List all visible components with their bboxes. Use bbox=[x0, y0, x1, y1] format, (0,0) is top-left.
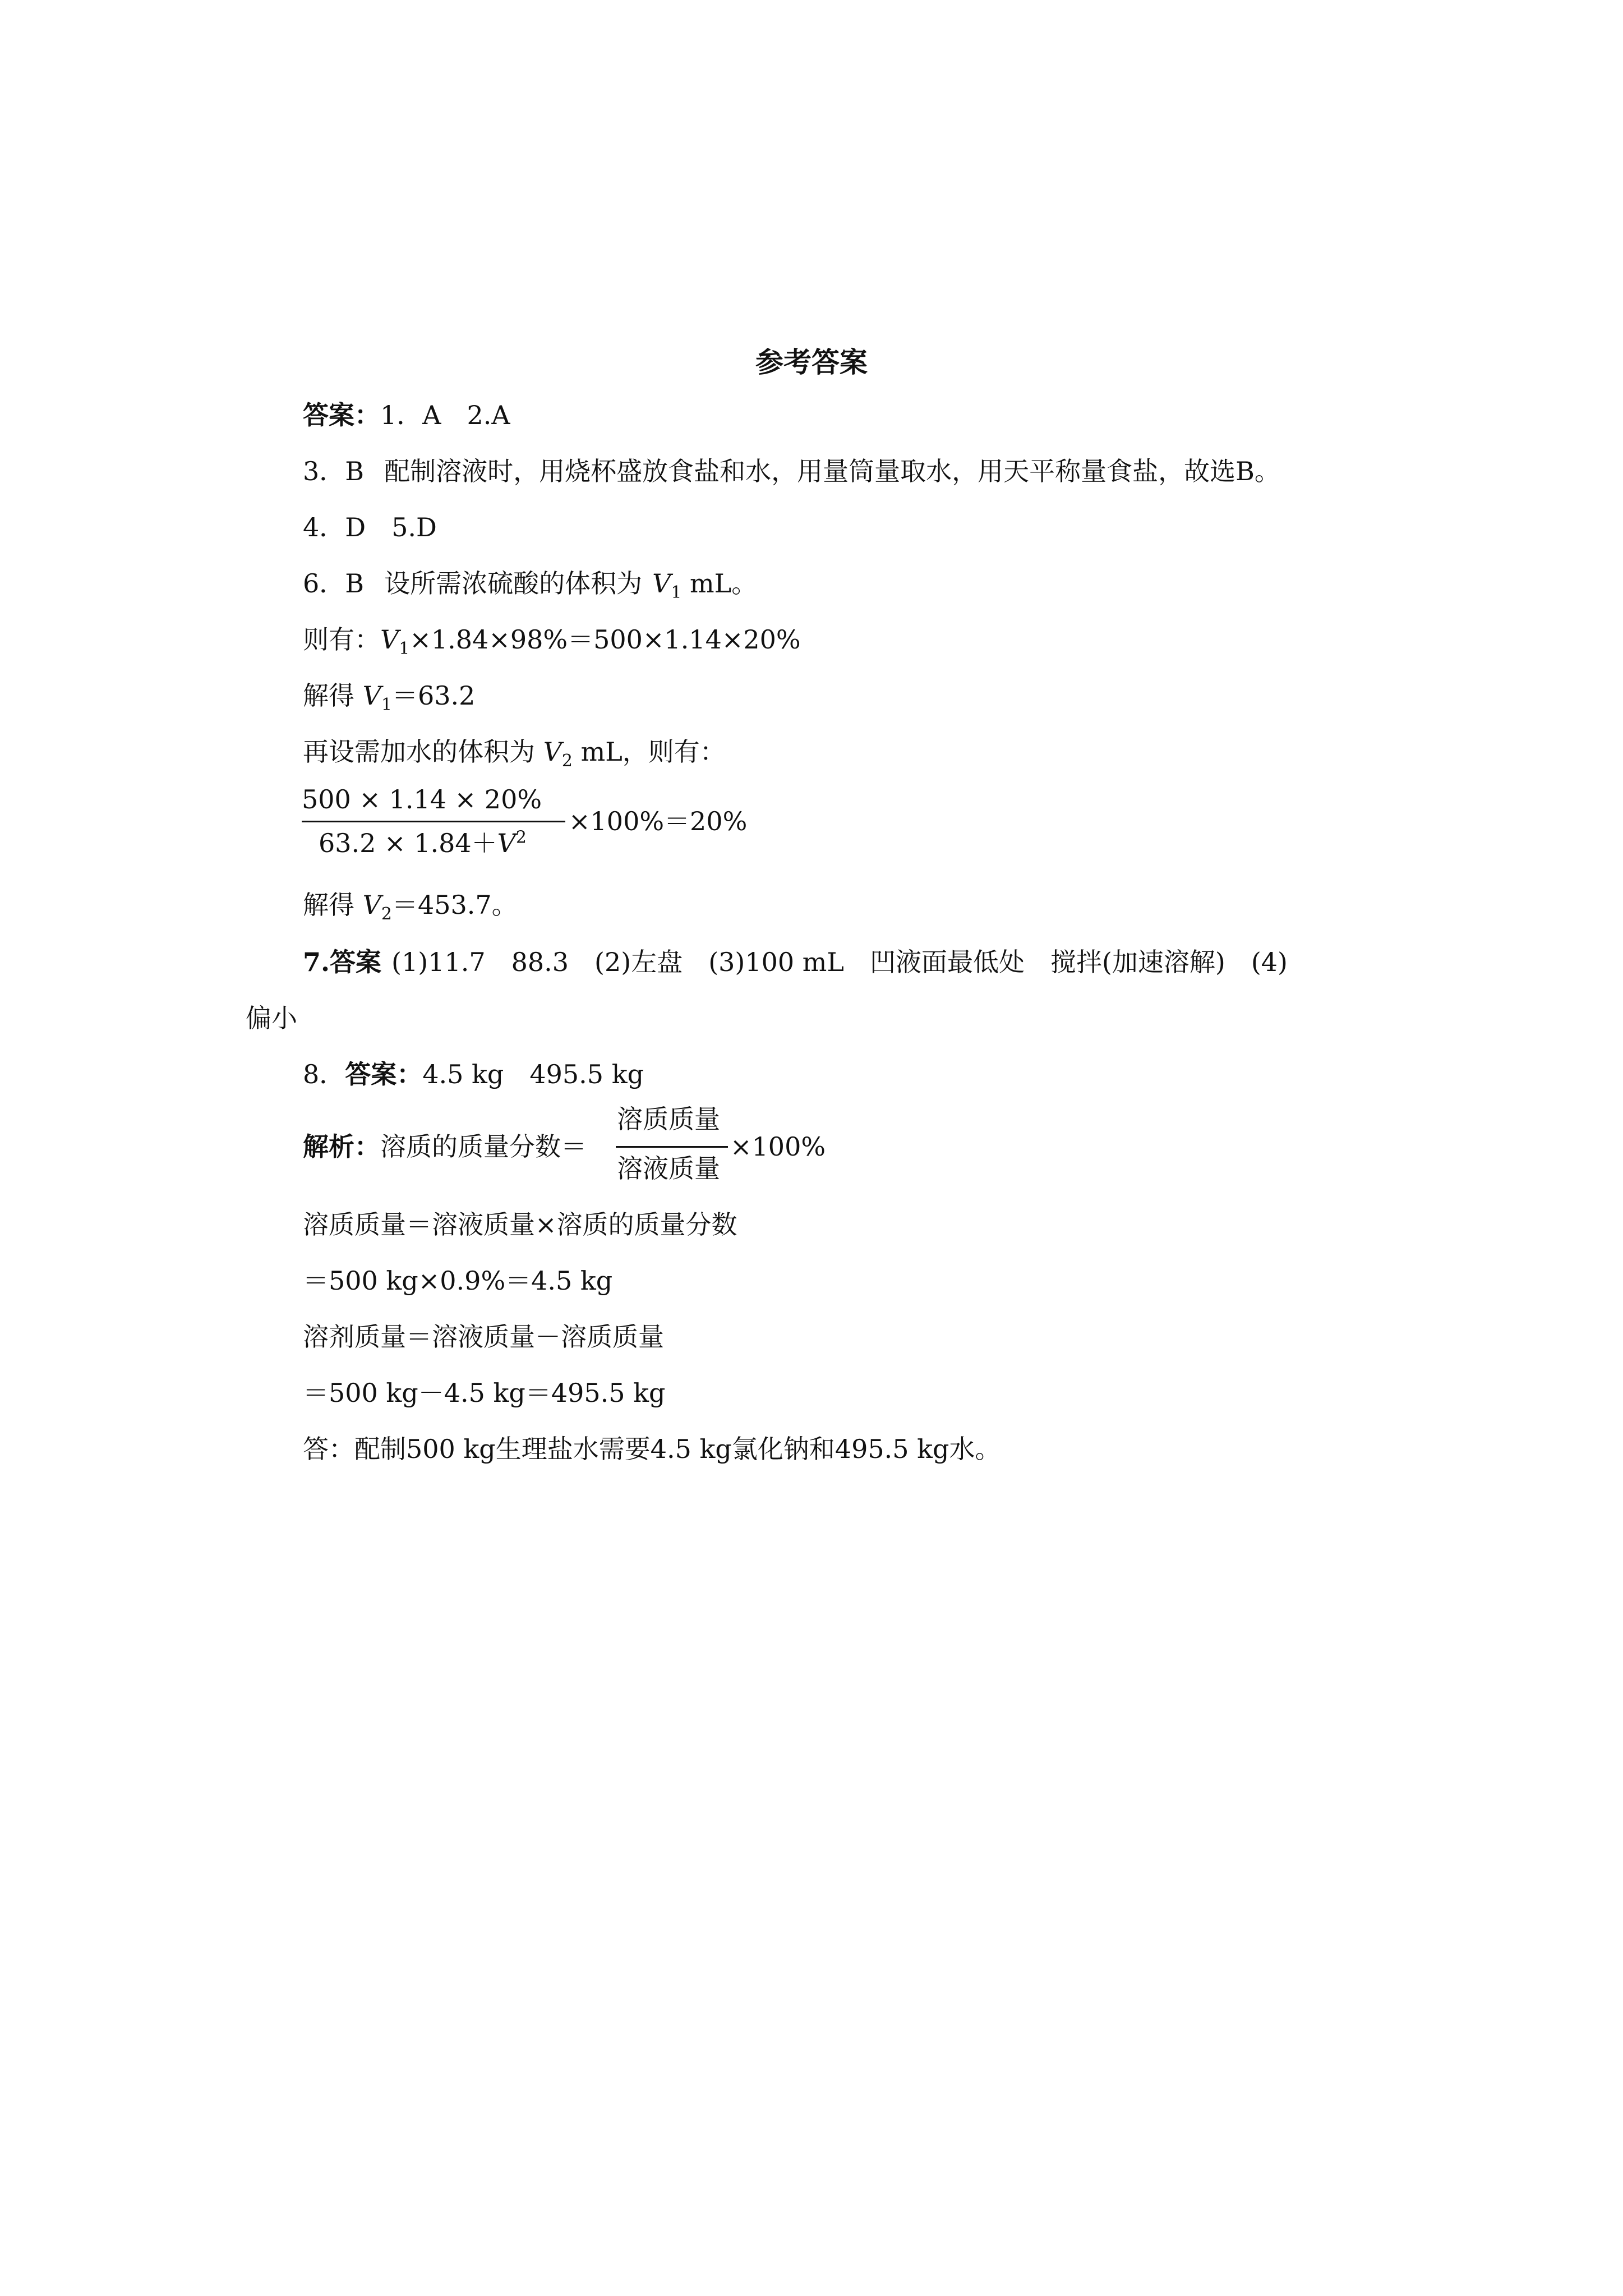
answer-6-solve bbox=[303, 676, 475, 715]
answer-8 bbox=[303, 1055, 644, 1094]
analysis-label: 解析： bbox=[303, 1131, 380, 1162]
answer-7-label: 7.答案 bbox=[303, 947, 382, 977]
analysis-final-answer: 答：配制500 kg生理盐水需要4.5 kg氯化钠和495.5 kg水。 bbox=[303, 1434, 1001, 1464]
answer-6-equation bbox=[303, 620, 801, 659]
subscript-1: 1 bbox=[381, 695, 392, 715]
variable-v: V bbox=[543, 737, 562, 767]
answer-6-water bbox=[303, 732, 726, 771]
subscript-2: 2 bbox=[561, 751, 573, 771]
variable-v: V bbox=[362, 680, 381, 711]
variable-v: V bbox=[497, 828, 516, 858]
answer-6-fraction bbox=[302, 783, 750, 872]
fraction-tail: ×100% bbox=[730, 1131, 826, 1162]
subscript-1: 1 bbox=[399, 639, 410, 659]
answer-3-text: 配制溶液时，用烧杯盛放食盐和水，用量筒量取水，用天平称量食盐，故选B。 bbox=[384, 456, 1280, 486]
answer-label: 答案： bbox=[303, 400, 380, 430]
variable-v: V bbox=[362, 890, 381, 920]
analysis-line-2: ＝500 kg×0.9%＝4.5 kg bbox=[303, 1266, 613, 1296]
fraction-numerator: 溶质质量 bbox=[617, 1104, 720, 1134]
fraction-bar bbox=[616, 1146, 728, 1148]
fraction-numerator: 500 × 1.14 × 20% bbox=[302, 784, 542, 815]
analysis-text: 溶质的质量分数＝ bbox=[380, 1131, 587, 1162]
result-prefix: 解得 bbox=[303, 890, 363, 920]
superscript-2: 2 bbox=[515, 827, 527, 848]
answer-6-result bbox=[303, 885, 518, 924]
answer-8-label: 答案： bbox=[345, 1059, 423, 1089]
analysis-formula bbox=[303, 1102, 864, 1192]
answer-6-text: 设所需浓硫酸的体积为 bbox=[384, 568, 643, 599]
analysis-line-1: 溶质质量＝溶液质量×溶质的质量分数 bbox=[303, 1209, 737, 1240]
answer-1-2 bbox=[303, 395, 510, 435]
variable-v: V bbox=[652, 568, 671, 599]
fraction-bar bbox=[302, 821, 565, 822]
answer-7 bbox=[303, 942, 1288, 982]
equation-prefix: 则有： bbox=[303, 624, 380, 655]
answer-6-unit: mL。 bbox=[681, 568, 758, 599]
page-title: 参考答案 bbox=[755, 346, 868, 379]
solve-prefix: 解得 bbox=[303, 680, 363, 711]
water-suffix: mL，则有： bbox=[572, 737, 726, 767]
subscript-1: 1 bbox=[671, 583, 682, 603]
answer-3-number: 3．B bbox=[303, 456, 365, 486]
analysis-line-3: 溶剂质量＝溶液质量－溶质质量 bbox=[303, 1322, 664, 1352]
fraction-tail: ×100%＝20% bbox=[569, 806, 748, 836]
answer-7-text: (1)11.7 88.3 (2)左盘 (3)100 mL 凹液面最低处 搅拌(加速溶解) (4) bbox=[391, 947, 1288, 977]
answer-6 bbox=[303, 564, 757, 603]
answer-8-text: 4.5 kg 495.5 kg bbox=[422, 1059, 644, 1089]
fraction-denominator bbox=[319, 826, 527, 860]
answer-1-2-text: 1．A 2.A bbox=[380, 400, 510, 430]
answer-3 bbox=[303, 452, 1280, 491]
answer-6-number: 6．B bbox=[303, 568, 365, 599]
answer-7-continued: 偏小 bbox=[246, 1003, 297, 1033]
subscript-2: 2 bbox=[381, 904, 392, 924]
answer-8-number: 8． bbox=[303, 1059, 345, 1089]
water-prefix: 再设需加水的体积为 bbox=[303, 737, 543, 767]
fraction-denominator: 溶液质量 bbox=[617, 1153, 720, 1184]
analysis-prefix bbox=[303, 1127, 587, 1166]
result-value: ＝453.7。 bbox=[391, 890, 518, 920]
denominator-text: 63.2 × 1.84＋ bbox=[319, 828, 497, 858]
analysis-line-4: ＝500 kg－4.5 kg＝495.5 kg bbox=[303, 1378, 666, 1408]
solve-result: ＝63.2 bbox=[391, 680, 476, 711]
variable-v: V bbox=[380, 624, 399, 655]
answer-4-5: 4．D 5.D bbox=[303, 512, 437, 542]
equation-body: ×1.84×98%＝500×1.14×20% bbox=[409, 624, 801, 655]
